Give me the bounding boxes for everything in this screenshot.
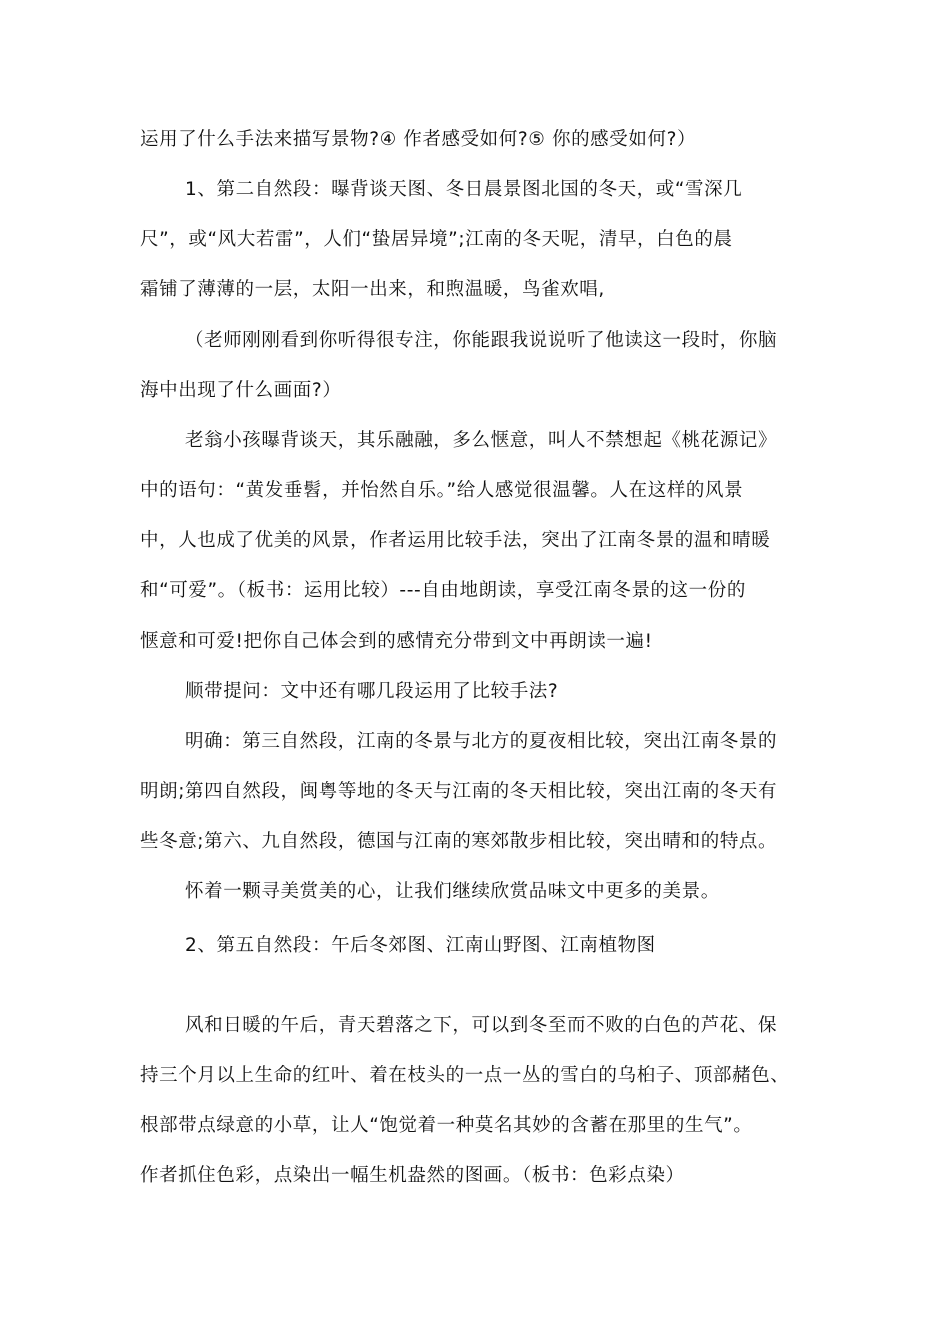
paragraph-2-line-1: 1、第二自然段：曝背谈天图、冬日晨景图北国的冬天，或“雪深几 bbox=[185, 179, 743, 200]
question-line: 顺带提问：文中还有哪几段运用了比较手法? bbox=[185, 681, 559, 702]
text-line: 惬意和可爱!把你自己体会到的感情充分带到文中再朗读一遍! bbox=[140, 631, 653, 652]
section-heading: 2、第五自然段：午后冬郊图、江南山野图、江南植物图 bbox=[185, 935, 656, 956]
paragraph-5-line-1: 风和日暖的午后，青天碧落之下，可以到冬至而不败的白色的芦花、保 bbox=[185, 1015, 778, 1036]
text-line: 明朗;第四自然段，闽粤等地的冬天与江南的冬天相比较，突出江南的冬天有 bbox=[140, 781, 778, 802]
text-line: 尺”，或“风大若雷”，人们“蛰居异境”;江南的冬天呢，清早，白色的晨 bbox=[140, 229, 733, 250]
text-line: 和“可爱”。（板书：运用比较）---自由地朗读，享受江南冬景的这一份的 bbox=[140, 580, 746, 601]
text-line: 根部带点绿意的小草，让人“饱觉着一种莫名其妙的含蓄在那里的生气”。 bbox=[140, 1115, 753, 1136]
text-line: 海中出现了什么画面?） bbox=[140, 380, 342, 401]
text-line: 持三个月以上生命的红叶、着在枝头的一点一丛的雪白的乌桕子、顶部赭色、 bbox=[140, 1065, 790, 1086]
text-line: 运用了什么手法来描写景物?④ 作者感受如何?⑤ 你的感受如何?） bbox=[140, 129, 697, 150]
transition-line: 怀着一颗寻美赏美的心，让我们继续欣赏品味文中更多的美景。 bbox=[185, 881, 720, 902]
text-line: 霜铺了薄薄的一层，太阳一出来，和煦温暖，鸟雀欢唱, bbox=[140, 279, 605, 300]
text-line: 中，人也成了优美的风景，作者运用比较手法，突出了江南冬景的温和晴暖 bbox=[140, 530, 771, 551]
text-line: 中的语句：“黄发垂髫，并怡然自乐。”给人感觉很温馨。人在这样的风景 bbox=[140, 480, 744, 501]
teacher-question-line-1: （老师刚刚看到你听得很专注，你能跟我说说听了他读这一段时，你脑 bbox=[185, 330, 778, 351]
text-line: 作者抓住色彩，点染出一幅生机盎然的图画。（板书：色彩点染） bbox=[140, 1165, 685, 1186]
text-line: 些冬意;第六、九自然段，德国与江南的寒郊散步相比较，突出晴和的特点。 bbox=[140, 831, 778, 852]
paragraph-line: 老翁小孩曝背谈天，其乐融融，多么惬意，叫人不禁想起《桃花源记》 bbox=[185, 430, 778, 451]
answer-line-1: 明确：第三自然段，江南的冬景与北方的夏夜相比较，突出江南冬景的 bbox=[185, 731, 778, 752]
